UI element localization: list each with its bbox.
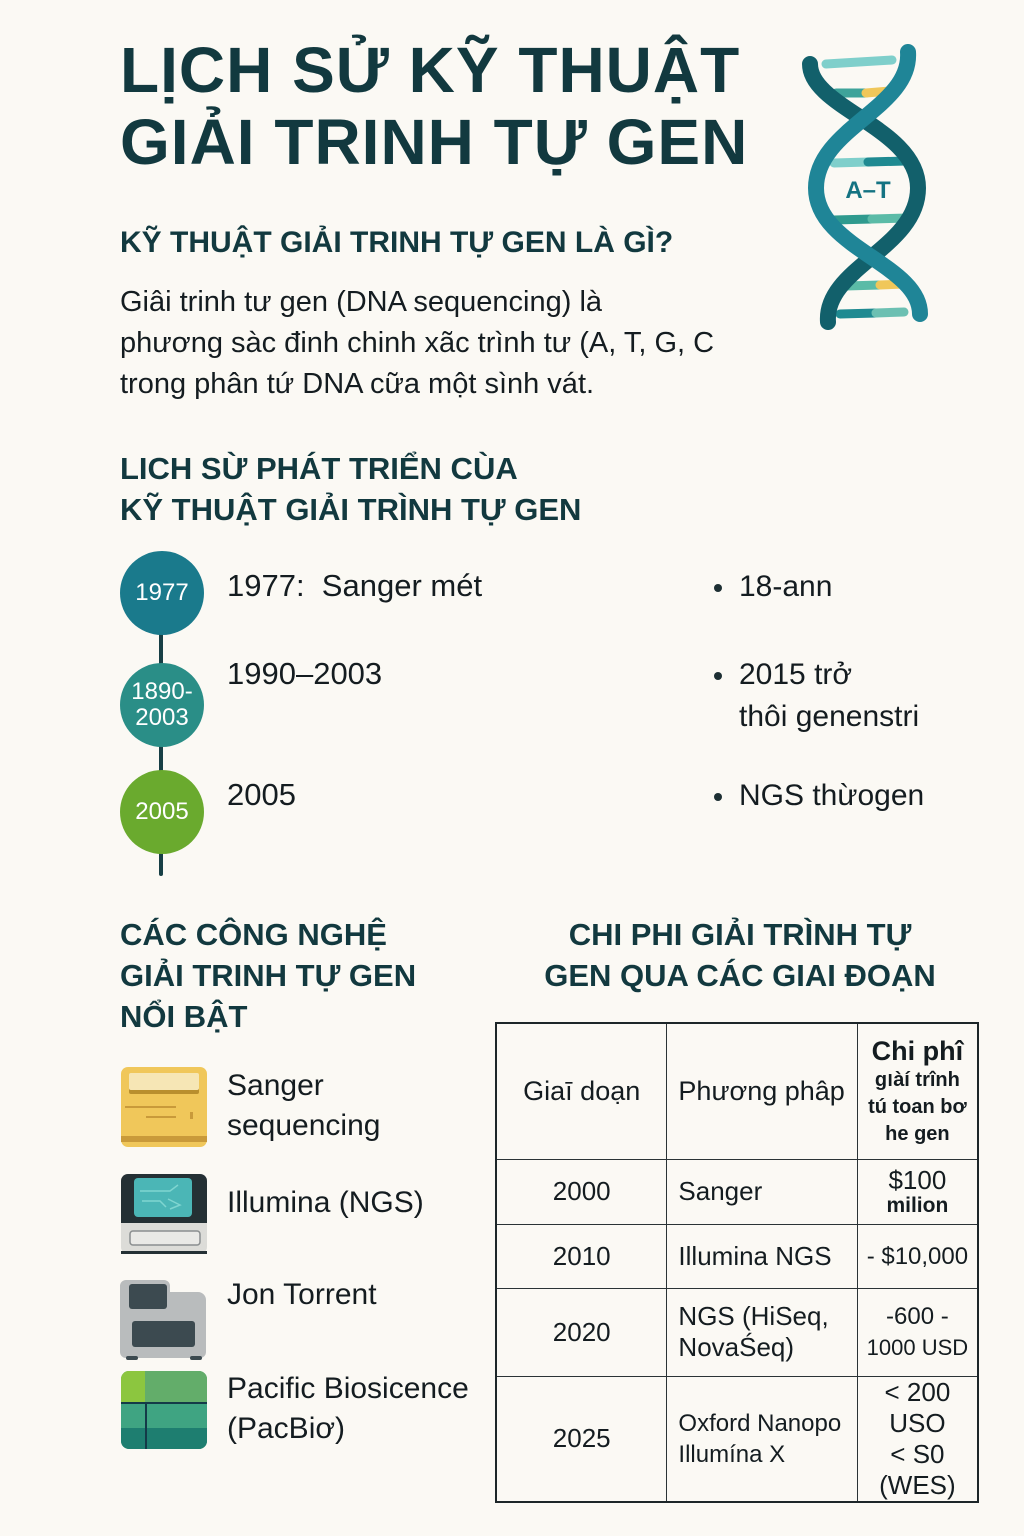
table-row — [496, 1159, 978, 1224]
timeline-label-1977: 1977: Sanger mét — [227, 568, 483, 603]
cell-method: Sanger — [667, 1159, 857, 1224]
cell-cost: < 200 USO < S0 (WES) — [857, 1376, 978, 1502]
intro-line: phương sàc đinh chinh xãc trình tư (A, T, G, C — [120, 327, 715, 359]
cell-stage: 2025 — [496, 1376, 667, 1502]
pacbio-machine-icon — [120, 1369, 210, 1453]
cell-stage: 2000 — [496, 1159, 667, 1224]
tech-label-illumina: Illumina (NGS) — [227, 1186, 424, 1219]
cell-stage: 2020 — [496, 1288, 667, 1376]
history-heading: LICH SỪ PHÁT TRIỂN CÙA KỸ THUẬT GIẢI TRÌNH TỰ GEN — [120, 451, 582, 527]
column-header-cost: Chi phî gוàí trînh tú toan bơ he gen — [857, 1023, 978, 1159]
timeline-node-2005: 2005 — [120, 770, 204, 854]
base-pair-label: A–T — [845, 177, 891, 204]
column-header-stage: Giaī doạn — [496, 1023, 667, 1159]
cell-method: Oxford Nanopo Illumína X — [667, 1376, 857, 1502]
table-row — [496, 1376, 978, 1502]
cell-method: NGS (HiSeq, NovaŚeq) — [667, 1288, 857, 1376]
illumina-machine-icon — [120, 1173, 210, 1257]
intro-line: trong phân tứ DNA cữa một sình vát. — [120, 368, 595, 400]
timeline-node-1977: 1977 — [120, 551, 204, 635]
cell-cost: - $10,000 — [857, 1224, 978, 1288]
timeline-label-1990-2003: 1990–2003 — [227, 656, 383, 691]
table-row — [496, 1288, 978, 1376]
cell-stage: 2010 — [496, 1224, 667, 1288]
title-line-1: LỊCH SỬ KỸ THUẬT — [120, 34, 741, 106]
page-title — [120, 34, 780, 178]
timeline-label-2005: 2005 — [227, 777, 296, 812]
tech-label-pacbio: Pacific Biosicence (PacBiơ) — [227, 1372, 469, 1445]
cell-method: Illumina NGS — [667, 1224, 857, 1288]
column-header-method: Phương phâp — [667, 1023, 857, 1159]
cell-cost: -600 - 1000 USD — [857, 1288, 978, 1376]
ion-torrent-machine-icon — [120, 1278, 210, 1362]
tech-label-ion-torrent: Jon Torrent — [227, 1278, 377, 1311]
timeline-node-1890-2003: 1890- 2003 — [120, 663, 204, 747]
cost-table — [495, 1022, 979, 1503]
intro-line: Giâi trinh tư gen (DNA sequencing) là — [120, 286, 603, 318]
bullet-dot-icon — [714, 584, 722, 592]
table-row — [496, 1224, 978, 1288]
intro-paragraph — [120, 282, 800, 405]
bullet-dot-icon — [714, 672, 722, 680]
cell-cost: $100 milion — [857, 1159, 978, 1224]
title-line-2: GIẢI TRINH TỰ GEN — [120, 106, 749, 178]
sanger-machine-icon — [120, 1066, 210, 1150]
technologies-heading: CÁC CÔNG NGHỆ GIẢI TRINH TỰ GEN NỔI BẬT — [120, 917, 417, 1034]
cost-heading: CHI PHI GIẢI TRÌNH TỰ GEN QUA CÁC GIAI ĐOẠN — [544, 917, 936, 993]
table-header-row — [496, 1023, 978, 1159]
dna-helix-icon — [788, 38, 948, 338]
bullet-dot-icon — [714, 793, 722, 801]
tech-label-sanger: Sanger sequencing — [227, 1069, 381, 1142]
intro-heading: KỸ THUẬT GIẢI TRINH TỰ GEN LÀ GÌ? — [120, 226, 674, 259]
